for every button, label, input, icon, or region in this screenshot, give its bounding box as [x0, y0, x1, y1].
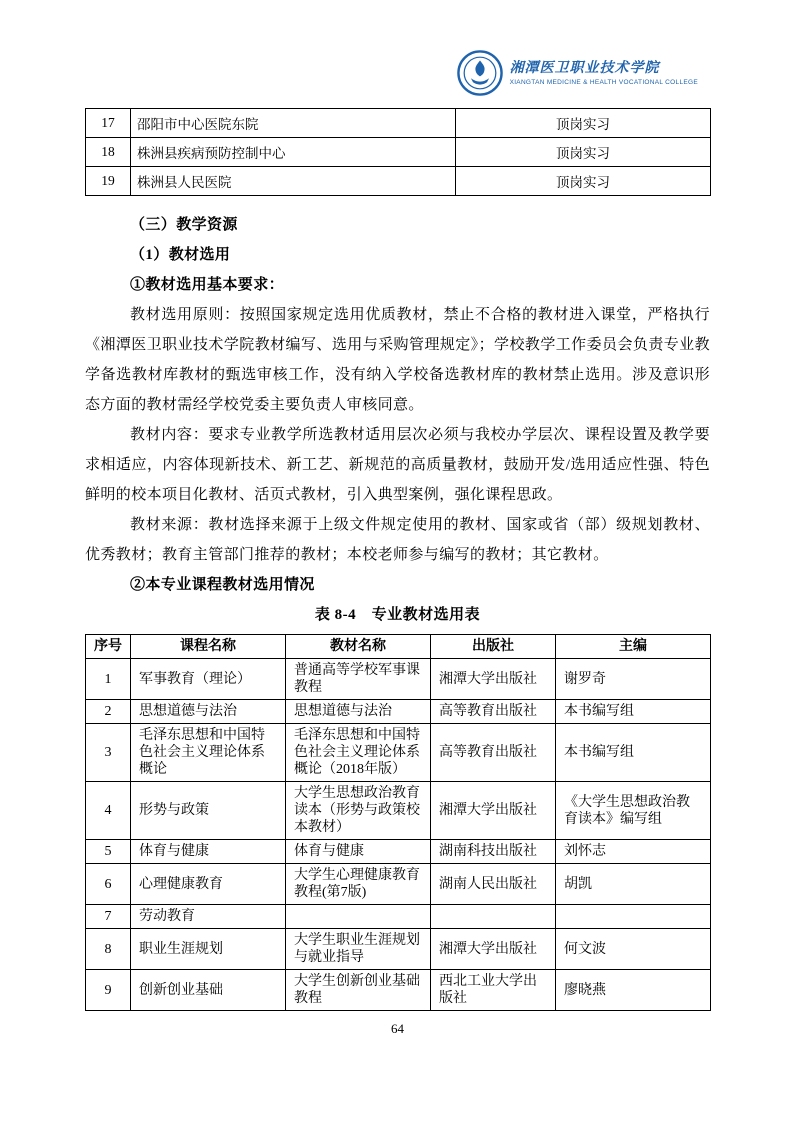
- college-logo: [457, 50, 698, 96]
- table-row: [86, 782, 711, 840]
- cell-editor: 廖晓燕: [556, 970, 711, 1011]
- site-no: 17: [86, 109, 131, 138]
- site-no: 18: [86, 138, 131, 167]
- heading-textbook-selection: （1）教材选用: [130, 247, 231, 263]
- college-name-zh: 湘潭医卫职业技术学院: [509, 60, 660, 76]
- table-row: [86, 905, 711, 929]
- cell-publisher: 湖南人民出版社: [431, 864, 556, 905]
- college-name-en: XIANGTAN MEDICINE & HEALTH VOCATIONAL COLLEGE: [509, 78, 698, 86]
- cell-publisher: 湖南科技出版社: [431, 840, 556, 864]
- cell-course: 体育与健康: [131, 840, 286, 864]
- cell-no: 7: [86, 905, 131, 929]
- cell-no: 6: [86, 864, 131, 905]
- cell-publisher: 高等教育出版社: [431, 700, 556, 724]
- table-row: [86, 138, 711, 167]
- header-textbook: 教材名称: [286, 635, 431, 659]
- table-row: [86, 970, 711, 1011]
- cell-editor: [556, 905, 711, 929]
- cell-publisher: 湘潭大学出版社: [431, 929, 556, 970]
- heading-teaching-resources: （三）教学资源: [130, 217, 238, 233]
- site-type: 顶岗实习: [456, 109, 711, 138]
- cell-publisher: 湘潭大学出版社: [431, 782, 556, 840]
- cell-no: 8: [86, 929, 131, 970]
- heading-basic-requirements: ①教材选用基本要求：: [130, 277, 285, 293]
- cell-textbook: [286, 905, 431, 929]
- table-row: [86, 929, 711, 970]
- table-row: [86, 724, 711, 782]
- cell-publisher: 西北工业大学出版社: [431, 970, 556, 1011]
- page-number: 64: [391, 1021, 404, 1036]
- table-row: [86, 700, 711, 724]
- section-teaching-resources: [85, 210, 710, 600]
- header-editor: 主编: [556, 635, 711, 659]
- textbook-selection-table: [85, 634, 711, 1011]
- cell-textbook: 普通高等学校军事课教程: [286, 659, 431, 700]
- site-name: 株洲县人民医院: [131, 167, 456, 196]
- cell-course: 职业生涯规划: [131, 929, 286, 970]
- header-publisher: 出版社: [431, 635, 556, 659]
- header-no: 序号: [86, 635, 131, 659]
- cell-textbook: 大学生思想政治教育读本（形势与政策校本教材）: [286, 782, 431, 840]
- cell-no: 5: [86, 840, 131, 864]
- site-no: 19: [86, 167, 131, 196]
- cell-no: 4: [86, 782, 131, 840]
- header-course: 课程名称: [131, 635, 286, 659]
- site-type: 顶岗实习: [456, 138, 711, 167]
- cell-course: 创新创业基础: [131, 970, 286, 1011]
- cell-editor: 《大学生思想政治教育读本》编写组: [556, 782, 711, 840]
- cell-editor: 本书编写组: [556, 724, 711, 782]
- table-row: [86, 840, 711, 864]
- cell-editor: 何文波: [556, 929, 711, 970]
- cell-no: 9: [86, 970, 131, 1011]
- cell-editor: 谢罗奇: [556, 659, 711, 700]
- internship-sites-table: [85, 108, 711, 196]
- cell-editor: 胡凯: [556, 864, 711, 905]
- cell-editor: 本书编写组: [556, 700, 711, 724]
- table-caption: 表 8-4 专业教材选用表: [314, 607, 481, 623]
- table-header-row: [86, 635, 711, 659]
- table-row: [86, 167, 711, 196]
- table-row: [86, 109, 711, 138]
- table-row: [86, 864, 711, 905]
- cell-textbook: 体育与健康: [286, 840, 431, 864]
- cell-editor: 刘怀志: [556, 840, 711, 864]
- cell-no: 2: [86, 700, 131, 724]
- cell-textbook: 大学生心理健康教育教程(第7版): [286, 864, 431, 905]
- college-emblem-icon: [457, 50, 503, 96]
- table-row: [86, 659, 711, 700]
- site-type: 顶岗实习: [456, 167, 711, 196]
- heading-course-selection: ②本专业课程教材选用情况: [130, 577, 315, 593]
- cell-publisher: 高等教育出版社: [431, 724, 556, 782]
- cell-textbook: 大学生创新创业基础教程: [286, 970, 431, 1011]
- cell-course: 毛泽东思想和中国特色社会主义理论体系概论: [131, 724, 286, 782]
- cell-course: 心理健康教育: [131, 864, 286, 905]
- paragraph-textbook-source: 教材来源：教材选择来源于上级文件规定使用的教材、国家或省（部）级规划教材、优秀教材；教育主管部门推荐的教材；本校老师参与编写的教材；其它教材。: [85, 517, 710, 563]
- cell-no: 3: [86, 724, 131, 782]
- college-name-block: [510, 61, 698, 86]
- cell-course: 思想道德与法治: [131, 700, 286, 724]
- cell-textbook: 大学生职业生涯规划与就业指导: [286, 929, 431, 970]
- cell-textbook: 毛泽东思想和中国特色社会主义理论体系概论（2018年版）: [286, 724, 431, 782]
- site-name: 株洲县疾病预防控制中心: [131, 138, 456, 167]
- site-name: 邵阳市中心医院东院: [131, 109, 456, 138]
- cell-course: 军事教育（理论）: [131, 659, 286, 700]
- paragraph-textbook-content: 教材内容：要求专业教学所选教材适用层次必须与我校办学层次、课程设置及教学要求相适应，内容体现新技术、新工艺、新规范的高质量教材，鼓励开发/选用适应性强、特色鲜明的校本项目化教材、活页式教材，引入典型案例，强化课程思政。: [85, 427, 710, 503]
- cell-course: 形势与政策: [131, 782, 286, 840]
- document-content: [85, 108, 710, 1037]
- cell-no: 1: [86, 659, 131, 700]
- cell-textbook: 思想道德与法治: [286, 700, 431, 724]
- cell-course: 劳动教育: [131, 905, 286, 929]
- paragraph-selection-principle: 教材选用原则：按照国家规定选用优质教材，禁止不合格的教材进入课堂，严格执行《湘潭医卫职业技术学院教材编写、选用与采购管理规定》；学校教学工作委员会负责专业教学备选教材库教材的甄选审核工作，没有纳入学校备选教材库的教材禁止选用。涉及意识形态方面的教材需经学校党委主要负责人审核同意。: [85, 307, 710, 413]
- cell-publisher: 湘潭大学出版社: [431, 659, 556, 700]
- cell-publisher: [431, 905, 556, 929]
